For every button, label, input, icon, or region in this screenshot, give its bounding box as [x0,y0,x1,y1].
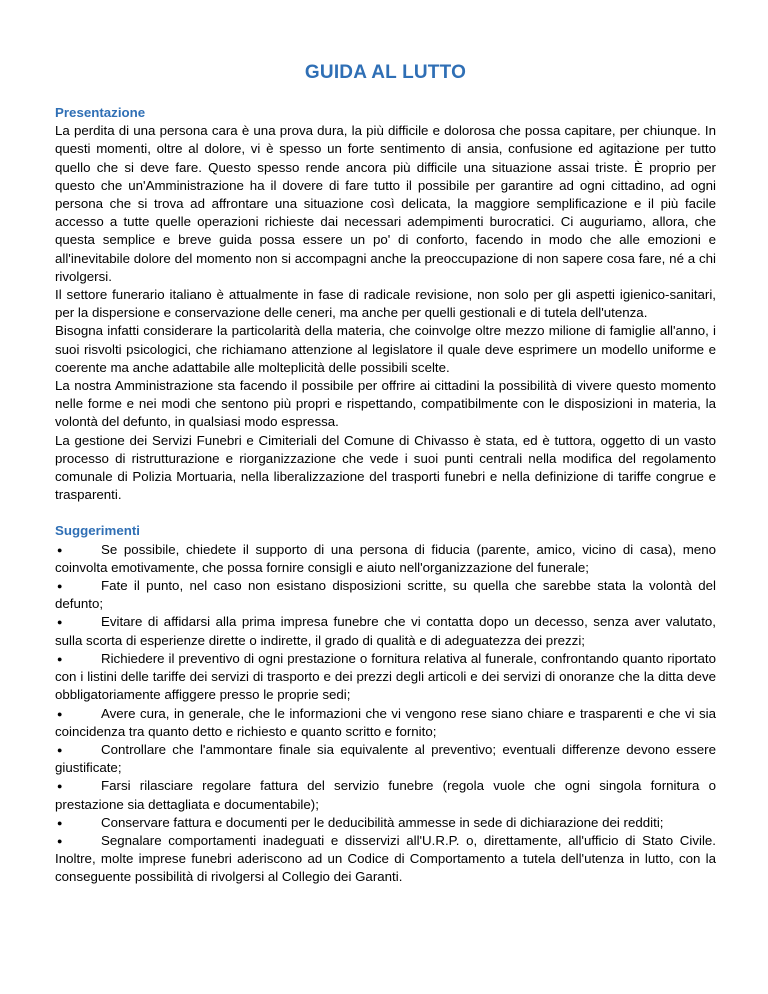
list-item [55,741,716,777]
section-suggerimenti [55,522,716,886]
list-item [55,577,716,613]
list-item-text: Avere cura, in generale, che le informazioni che vi vengono rese siano chiare e trasparenti e che vi sia coincidenza tra quanto detto e richiesto e quanto scritto e fornito; [55,705,716,739]
bullet-icon: ● [57,817,63,828]
list-item-text: Conservare fattura e documenti per le deducibilità ammesse in sede di dichiarazione dei redditi; [101,814,664,830]
section-presentazione [55,104,716,504]
section-spacer [55,504,716,522]
paragraph: La nostra Amministrazione sta facendo il possibile per offrire ai cittadini la possibilità di vivere questo momento nelle forme e nei modi che sentono più propri e rispettando, compatibilmente con le disposizioni in materia, la volontà del defunto, in qualsiasi modo espressa. [55,378,716,430]
list-item [55,613,716,649]
section-heading-suggerimenti: Suggerimenti [55,523,140,539]
section-heading-presentazione: Presentazione [55,105,146,120]
paragraph: Bisogna infatti considerare la particolarità della materia, che coinvolge oltre mezzo milione di famiglie all'anno, i suoi risvolti psicologici, che richiamano attenzione al legislatore il quale deve esprimere un modello uniforme e coerente ma anche adattabile alle molteplicità delle possibili scelte. [55,323,716,375]
list-item [55,541,716,577]
bullet-icon: ● [57,617,63,628]
bullet-icon: ● [57,835,63,846]
list-item-text: Se possibile, chiedete il supporto di una persona di fiducia (parente, amico, vicino di casa), meno coinvolta emotivamente, che possa fornire consigli e aiuto nell'organizzazione del funerale; [55,541,716,575]
bullet-icon: ● [57,544,63,555]
list-item-text: Evitare di affidarsi alla prima impresa funebre che vi contatta dopo un decesso, senza aver valutato, sulla scorta di esperienze dirette o indirette, il grado di qualità e di adeguatezza dei prezzi; [55,614,716,648]
bullet-icon: ● [57,653,63,664]
list-item [55,777,716,813]
paragraph: La perdita di una persona cara è una prova dura, la più difficile e dolorosa che possa capitare, per chiunque. In questi momenti, oltre al dolore, vi è spesso un forte sentimento di ansia, confusione ed agitazione per tutto quello che si deve fare. Questo spesso rende ancora più difficile una situazione assai triste. È proprio per questo che un'Amministrazione ha il dovere di fare tutto il possibile per garantire ad ogni cittadino, ad ogni persona che si trova ad affrontare una situazione così delicata, la maggiore semplificazione e il più facile accesso a tutte quelle operazioni richieste dai necessari adempimenti burocratici. Ci auguriamo, allora, che questa semplice e breve guida possa essere un po' di conforto, facendo in modo che alle emozioni e all'inevitabile dolore del momento non si accompagni anche la preoccupazione di non sapere cosa fare, né a chi rivolgersi. [55,123,716,284]
list-item-text: Controllare che l'ammontare finale sia equivalente al preventivo; eventuali differenze devono essere giustificate; [55,741,716,776]
list-item [55,650,716,705]
bullet-icon: ● [57,781,63,792]
list-item-text: Richiedere il preventivo di ogni prestazione o fornitura relativa al funerale, confrontando quanto riportato con i listini delle tariffe dei servizi di trasporto e dei prezzi degli articoli e dei servizi di onoranze che la ditta deve obbligatoriamente affiggere presso le proprie sedi; [55,650,716,703]
list-item-text: Farsi rilasciare regolare fattura del servizio funebre (regola vuole che ogni singola fornitura o prestazione sia dettagliata e documentabile); [55,778,716,812]
list-item-text: Fate il punto, nel caso non esistano disposizioni scritte, su quella che sarebbe stata la volontà del defunto; [55,578,716,612]
list-item [55,832,716,887]
paragraph: La gestione dei Servizi Funebri e Cimiteriali del Comune di Chivasso è stata, ed è tuttora, oggetto di un vasto processo di ristrutturazione e riorganizzazione che vede i suoi punti centrali nella modifica del regolamento comunale di Polizia Mortuaria, nella liberalizzazione del trasporti funebri e nella definizione di tariffe congrue e trasparenti. [55,432,716,503]
page-title: GUIDA AL LUTTO [304,62,467,83]
suggestion-list [55,541,716,887]
bullet-icon: ● [57,581,63,592]
bullet-icon: ● [57,708,63,719]
list-item [55,705,716,741]
paragraph: Il settore funerario italiano è attualmente in fase di radicale revisione, non solo per gli aspetti igienico-sanitari, per la dispersione e conservazione delle ceneri, ma anche per quelli gestionali e di tutela dell'utenza. [55,287,716,321]
bullet-icon: ● [57,744,63,755]
list-item [55,814,716,832]
list-item-text: Segnalare comportamenti inadeguati e disservizi all'U.R.P. o, direttamente, all'ufficio di Stato Civile. Inoltre, molte imprese funebri aderiscono ad un Codice di Comportamento a tutela dell'utenza in lutto, con la conseguente possibilità di rivolgersi al Collegio dei Garanti. [55,832,716,885]
